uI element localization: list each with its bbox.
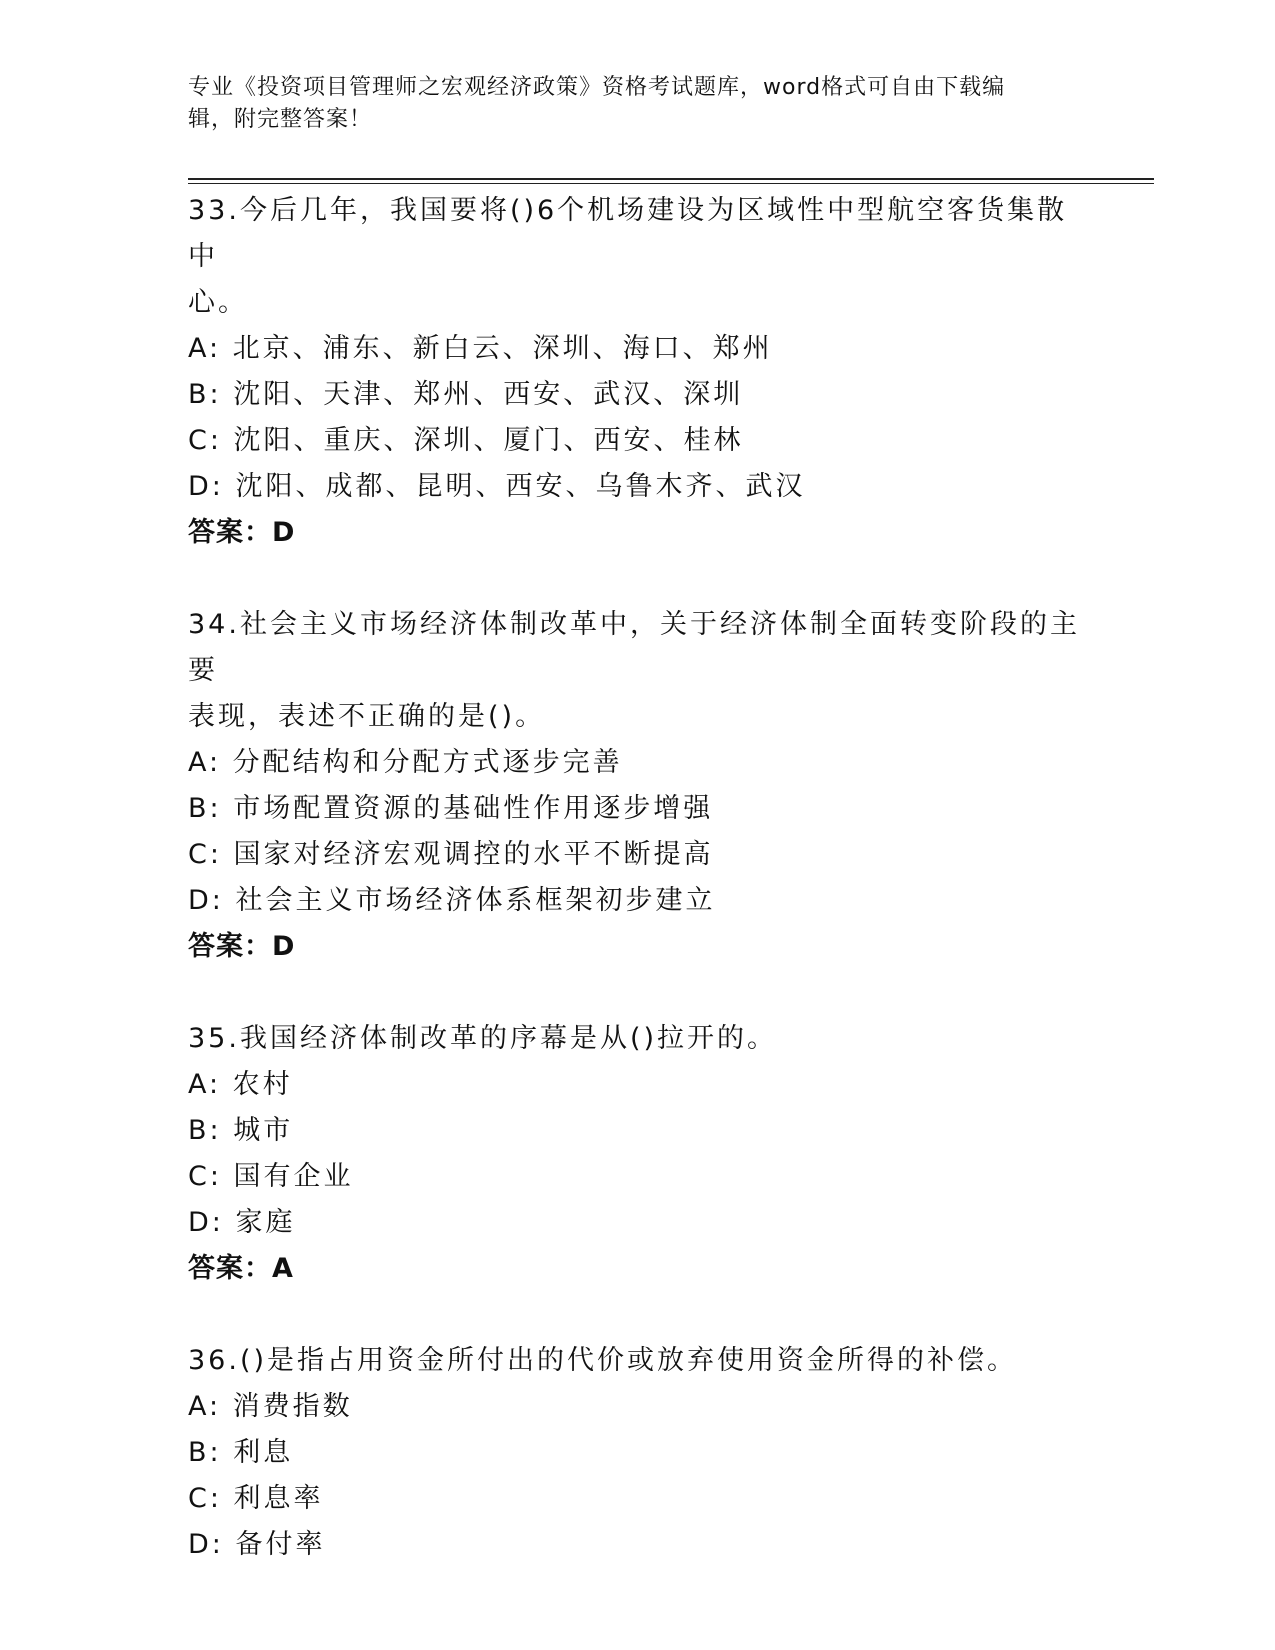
answer: 答案：D xyxy=(188,931,296,962)
option-d: D: 沈阳、成都、昆明、西安、乌鲁木齐、武汉 xyxy=(188,471,806,502)
question-stem: 35.我国经济体制改革的序幕是从()拉开的。 xyxy=(188,1023,778,1054)
option-c: C: 利息率 xyxy=(188,1483,324,1514)
option-c: C: 沈阳、重庆、深圳、厦门、西安、桂林 xyxy=(188,425,744,456)
option-c: C: 国有企业 xyxy=(188,1161,354,1192)
answer: 答案：D xyxy=(188,517,296,548)
question-36 xyxy=(188,1338,1088,1568)
option-d: D: 社会主义市场经济体系框架初步建立 xyxy=(188,885,716,916)
question-stem: 33.今后几年，我国要将()6个机场建设为区域性中型航空客货集散中 xyxy=(188,195,1068,272)
header-line-1: 专业《投资项目管理师之宏观经济政策》资格考试题库，word格式可自由下载编 xyxy=(188,75,1006,100)
document-header xyxy=(188,72,1068,136)
question-stem: 36.()是指占用资金所付出的代价或放弃使用资金所得的补偿。 xyxy=(188,1345,1018,1376)
option-b: B: 沈阳、天津、郑州、西安、武汉、深圳 xyxy=(188,379,744,410)
option-b: B: 市场配置资源的基础性作用逐步增强 xyxy=(188,793,714,824)
header-rule-thick xyxy=(188,178,1154,180)
option-c: C: 国家对经济宏观调控的水平不断提高 xyxy=(188,839,714,870)
option-d: D: 备付率 xyxy=(188,1529,326,1560)
option-a: A: 北京、浦东、新白云、深圳、海口、郑州 xyxy=(188,333,773,364)
question-33 xyxy=(188,188,1088,556)
question-stem-continued: 心。 xyxy=(188,287,248,318)
option-b: B: 城市 xyxy=(188,1115,294,1146)
question-list xyxy=(188,188,1088,1568)
question-stem-continued: 表现，表述不正确的是()。 xyxy=(188,701,546,732)
question-35 xyxy=(188,1016,1088,1292)
option-b: B: 利息 xyxy=(188,1437,294,1468)
option-a: A: 消费指数 xyxy=(188,1391,353,1422)
answer: 答案：A xyxy=(188,1253,294,1284)
header-line-2: 辑，附完整答案！ xyxy=(188,107,373,132)
option-d: D: 家庭 xyxy=(188,1207,296,1238)
question-stem: 34.社会主义市场经济体制改革中，关于经济体制全面转变阶段的主要 xyxy=(188,609,1080,686)
option-a: A: 分配结构和分配方式逐步完善 xyxy=(188,747,623,778)
option-a: A: 农村 xyxy=(188,1069,293,1100)
question-34 xyxy=(188,602,1088,970)
header-rule-thin xyxy=(188,183,1154,184)
